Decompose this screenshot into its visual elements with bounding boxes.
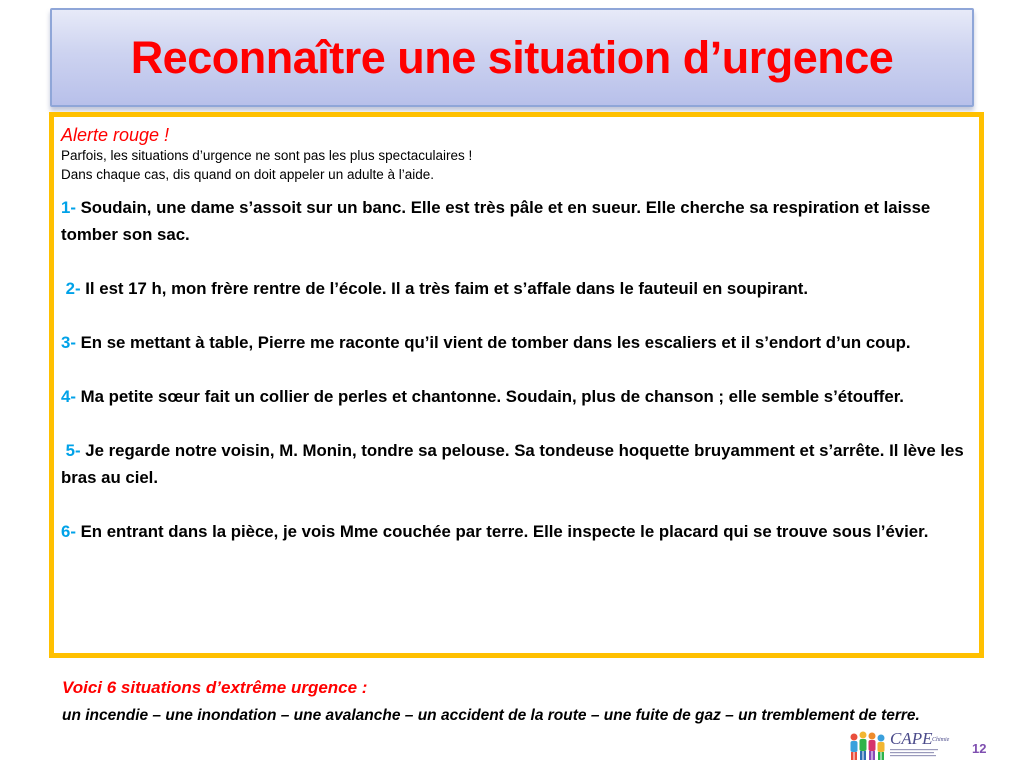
item-text: Il est 17 h, mon frère rentre de l’école. Il a très faim et s’affale dans le fauteuil en soupirant. — [85, 279, 809, 298]
item-number: 1- — [61, 198, 81, 217]
situation-item-3 — [61, 329, 972, 356]
item-text: En se mettant à table, Pierre me raconte qu’il vient de tomber dans les escaliers et il s’endort d’un coup. — [80, 333, 911, 352]
item-text: En entrant dans la pièce, je vois Mme couchée par terre. Elle inspecte le placard qui se trouve sous l’évier. — [80, 522, 929, 541]
situation-item-6 — [61, 518, 972, 545]
page-title: Reconnaître une situation d’urgence — [130, 31, 894, 83]
situation-item-1 — [61, 194, 972, 248]
alert-title: Alerte rouge ! — [61, 125, 170, 145]
item-number: 6- — [61, 522, 81, 541]
intro-line-1: Parfois, les situations d’urgence ne sont pas les plus spectaculaires ! — [61, 148, 473, 163]
cape-logo — [846, 727, 961, 763]
logo-name: CAPE — [890, 729, 933, 748]
item-number: 5- — [65, 441, 86, 460]
footer-text: un incendie – une inondation – une avalanche – un accident de la route – une fuite de gaz – un tremblement de terre. — [62, 707, 920, 724]
title-banner — [50, 8, 974, 107]
footer-title: Voici 6 situations d’extrême urgence : — [62, 678, 368, 697]
situation-item-2 — [61, 275, 972, 302]
item-text: Ma petite sœur fait un collier de perles et chantonne. Soudain, plus de chanson ; elle semble s’étouffer. — [80, 387, 904, 406]
children-figures-icon — [851, 732, 885, 761]
item-text: Soudain, une dame s’assoit sur un banc. Elle est très pâle et en sueur. Elle cherche sa respiration et laisse tomber son sac. — [61, 198, 931, 244]
logo-suffix: Chimie — [932, 737, 950, 743]
situation-item-5 — [61, 437, 972, 491]
item-text: Je regarde notre voisin, M. Monin, tondre sa pelouse. Sa tondeuse hoquette bruyamment et s’arrête. Il lève les bras au ciel. — [61, 441, 964, 487]
page-number: 12 — [972, 741, 987, 756]
exercise-box — [49, 112, 984, 658]
situation-item-4 — [61, 383, 972, 410]
intro-line-2: Dans chaque cas, dis quand on doit appeler un adulte à l’aide. — [61, 167, 435, 182]
item-number: 3- — [61, 333, 81, 352]
item-number: 2- — [65, 279, 86, 298]
item-number: 4- — [61, 387, 81, 406]
